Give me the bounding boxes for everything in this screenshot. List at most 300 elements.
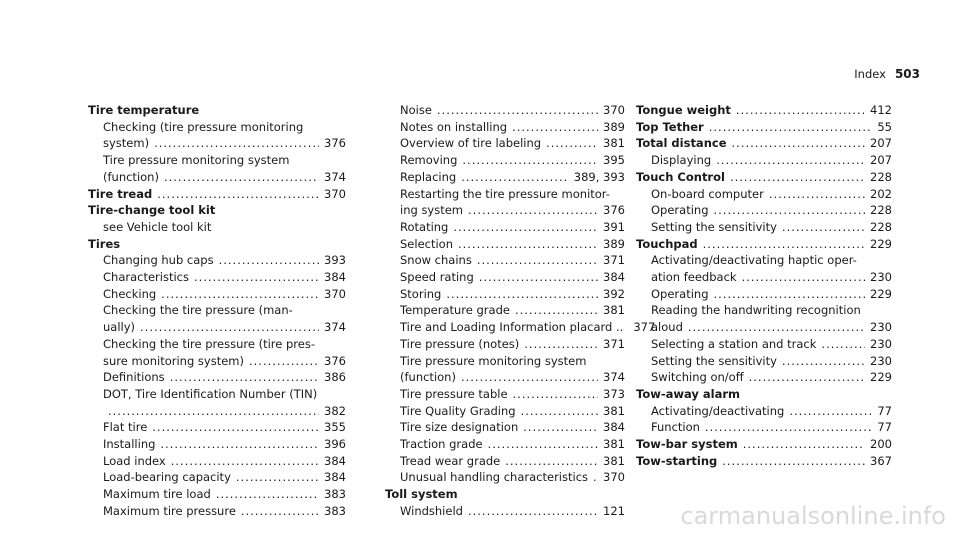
index-subentry xyxy=(385,419,625,436)
index-line xyxy=(651,419,892,436)
index-subentry xyxy=(385,336,625,353)
page-ref[interactable]: 202 xyxy=(870,186,892,201)
index-term xyxy=(636,102,892,119)
leader-dots xyxy=(152,419,319,436)
page-ref[interactable]: 370 xyxy=(324,286,346,301)
index-subentry xyxy=(88,436,346,453)
index-subentry xyxy=(636,219,892,236)
entry-text: Total distance xyxy=(636,136,727,151)
watermark: carmanualsonline.info xyxy=(680,502,946,531)
entry-text: Checking xyxy=(103,286,157,301)
index-line xyxy=(651,319,892,336)
index-line xyxy=(103,336,346,353)
page-ref[interactable]: 392 xyxy=(603,286,625,301)
page-ref[interactable]: 373 xyxy=(603,386,625,401)
entry-text: Reading the handwriting recognition xyxy=(651,303,861,318)
page-ref[interactable]: 370 xyxy=(324,186,346,201)
entry-text: Activating/deactivating xyxy=(651,403,785,418)
page-ref[interactable]: 395 xyxy=(603,153,625,168)
page-ref[interactable]: 384 xyxy=(324,470,346,485)
index-term xyxy=(636,453,892,470)
index-line xyxy=(400,169,625,186)
index-subentry xyxy=(636,336,892,353)
index-line xyxy=(103,403,346,420)
leader-dots xyxy=(593,469,598,486)
page-ref[interactable]: 381 xyxy=(603,453,625,468)
entry-text: Tire-change tool kit xyxy=(88,203,216,218)
entry-text: ing system xyxy=(400,203,464,218)
leader-dots xyxy=(705,419,872,436)
page-ref[interactable]: 412 xyxy=(870,103,892,117)
index-line xyxy=(400,503,625,520)
leader-dots xyxy=(521,403,598,420)
entry-text: Tongue weight xyxy=(636,103,731,117)
index-subentry xyxy=(385,186,625,219)
index-line xyxy=(103,453,346,470)
index-line xyxy=(103,386,346,403)
page-ref[interactable]: 374 xyxy=(324,169,346,184)
entry-text: Rotating xyxy=(400,219,449,234)
entry-text: Removing xyxy=(400,153,458,168)
index-line xyxy=(400,336,625,353)
index-subentry xyxy=(385,135,625,152)
page-ref[interactable]: 384 xyxy=(324,270,346,285)
leader-dots xyxy=(468,202,598,219)
leader-dots xyxy=(241,503,319,520)
leader-dots xyxy=(479,269,598,286)
index-entry xyxy=(636,436,892,453)
leader-dots xyxy=(716,152,865,169)
leader-dots xyxy=(160,436,319,453)
page-ref[interactable]: 383 xyxy=(324,487,346,502)
index-line xyxy=(400,286,625,303)
leader-dots xyxy=(477,252,598,269)
index-subentry xyxy=(385,169,625,186)
page-ref[interactable]: 229 xyxy=(870,370,892,385)
page-ref[interactable]: 389 xyxy=(603,119,625,134)
leader-dots xyxy=(782,353,865,370)
leader-dots xyxy=(769,186,865,203)
leader-dots xyxy=(468,503,598,520)
entry-text: Tire Quality Grading xyxy=(400,403,516,418)
entry-text: DOT, Tire Identification Number (TIN) xyxy=(103,386,318,401)
index-subentry xyxy=(385,353,625,386)
entry-text: Tires xyxy=(88,236,121,251)
index-line xyxy=(651,286,892,303)
entry-text: Tow-starting xyxy=(636,453,718,468)
index-subentry xyxy=(385,119,625,136)
index-entry xyxy=(385,486,625,519)
page-ref[interactable]: 381 xyxy=(603,136,625,151)
leader-dots xyxy=(742,269,865,286)
entry-text: Flat tire xyxy=(103,420,148,435)
entry-text: Top Tether xyxy=(636,119,704,134)
leader-dots xyxy=(171,453,319,470)
index-subentry xyxy=(385,102,625,119)
index-subentry xyxy=(88,453,346,470)
index-entry xyxy=(385,102,656,486)
index-term xyxy=(636,169,892,186)
entry-text: Maximum tire load xyxy=(103,487,211,502)
page-ref[interactable]: 381 xyxy=(603,403,625,418)
leader-dots xyxy=(446,286,598,303)
page-ref[interactable]: 381 xyxy=(603,303,625,318)
entry-text: Tire size designation xyxy=(400,420,519,435)
index-entry xyxy=(88,236,346,520)
entry-text: see Vehicle tool kit xyxy=(103,219,212,234)
index-subentry xyxy=(636,353,892,370)
page-ref[interactable]: 371 xyxy=(603,253,625,268)
index-term xyxy=(88,186,346,203)
index-subentry xyxy=(385,436,625,453)
page-ref[interactable]: 371 xyxy=(603,336,625,351)
index-subentry xyxy=(636,286,892,303)
entry-text: Replacing xyxy=(400,169,457,184)
page-ref[interactable]: 389, 393 xyxy=(573,169,625,184)
index-subentry xyxy=(385,219,625,236)
page-ref[interactable]: 384 xyxy=(603,270,625,285)
entry-text: Unusual handling characteristics xyxy=(400,470,589,485)
page-ref[interactable]: 389 xyxy=(603,236,625,251)
leader-dots xyxy=(714,202,866,219)
page-ref[interactable]: 367 xyxy=(870,453,892,468)
entry-text: Tire temperature xyxy=(88,103,200,117)
leader-dots xyxy=(437,102,598,119)
index-subentry xyxy=(88,269,346,286)
index-term xyxy=(88,202,346,219)
entry-text: Overview of tire labeling xyxy=(400,136,542,151)
page-ref[interactable]: 374 xyxy=(603,370,625,385)
entry-text: Operating xyxy=(651,286,709,301)
index-line xyxy=(103,436,346,453)
page-ref[interactable]: 376 xyxy=(324,136,346,151)
index-line xyxy=(400,102,625,119)
entry-text: On-board computer xyxy=(651,186,764,201)
leader-dots xyxy=(512,119,598,136)
index-line xyxy=(400,252,625,269)
index-subentry xyxy=(636,419,892,436)
index-subentry xyxy=(385,386,625,403)
entry-text: Definitions xyxy=(103,370,165,385)
leader-dots xyxy=(219,252,319,269)
page-ref[interactable]: 121 xyxy=(603,503,625,518)
index-term xyxy=(636,119,892,136)
entry-text: Setting the sensitivity xyxy=(651,219,777,234)
leader-dots xyxy=(546,135,598,152)
leader-dots xyxy=(709,119,873,136)
leader-dots xyxy=(722,453,865,470)
index-subentry xyxy=(88,503,346,520)
leader-dots xyxy=(515,302,598,319)
index-term xyxy=(88,102,346,119)
index-subentry xyxy=(385,469,625,486)
index-line xyxy=(103,353,346,370)
index-subentry xyxy=(88,419,346,436)
page-ref[interactable]: 384 xyxy=(603,420,625,435)
entry-text: Restarting the tire pressure monitor- xyxy=(400,186,610,201)
page-ref[interactable]: 355 xyxy=(324,420,346,435)
entry-text: Tire pressure monitoring system xyxy=(103,153,290,168)
index-subentry xyxy=(385,252,625,269)
leader-dots xyxy=(236,469,319,486)
index-subentry xyxy=(385,269,625,286)
index-line xyxy=(400,119,625,136)
entry-text: Snow chains xyxy=(400,253,472,268)
index-line xyxy=(651,252,892,269)
index-line xyxy=(400,319,656,336)
page-ref[interactable]: 230 xyxy=(870,320,892,335)
page-ref[interactable]: 228 xyxy=(870,219,892,234)
entry-text: Tire pressure (notes) xyxy=(400,336,520,351)
index-line xyxy=(103,486,346,503)
index-line xyxy=(103,169,346,186)
entry-text: sure monitoring system) xyxy=(103,353,244,368)
entry-text: aloud xyxy=(651,320,683,335)
index-line xyxy=(651,152,892,169)
index-subentry xyxy=(385,453,625,470)
index-subentry xyxy=(88,336,346,369)
page-ref[interactable]: 77 xyxy=(877,420,892,435)
index-line xyxy=(651,269,892,286)
page-ref[interactable]: 376 xyxy=(603,203,625,218)
entry-text: Traction grade xyxy=(400,437,483,452)
index-term xyxy=(88,236,346,253)
index-term xyxy=(636,236,892,253)
index-subentry xyxy=(385,403,625,420)
index-line xyxy=(103,503,346,520)
index-line xyxy=(103,219,346,236)
leader-dots xyxy=(461,369,598,386)
index-line xyxy=(103,469,346,486)
index-entry xyxy=(88,186,346,203)
index-line xyxy=(651,403,892,420)
index-subentry xyxy=(636,302,892,335)
entry-text: Tow-away alarm xyxy=(636,386,741,401)
leader-dots xyxy=(170,369,319,386)
entry-text: Checking the tire pressure (tire pres- xyxy=(103,336,315,351)
leader-dots xyxy=(108,403,319,420)
index-subentry xyxy=(88,286,346,303)
index-line xyxy=(103,152,346,169)
leader-dots xyxy=(524,336,598,353)
page-ref[interactable]: 374 xyxy=(324,320,346,335)
leader-dots xyxy=(749,369,865,386)
page-ref[interactable]: 381 xyxy=(603,437,625,452)
page-ref[interactable]: 383 xyxy=(324,503,346,518)
entry-text: Storing xyxy=(400,286,442,301)
entry-text: ation feedback xyxy=(651,270,737,285)
index-line xyxy=(651,369,892,386)
index-line xyxy=(400,219,625,236)
index-line xyxy=(400,436,625,453)
index-subentry xyxy=(88,152,346,185)
entry-text: Load-bearing capacity xyxy=(103,470,231,485)
entry-text: Touch Control xyxy=(636,169,725,184)
page-ref[interactable]: 230 xyxy=(870,336,892,351)
entry-text: Maximum tire pressure xyxy=(103,503,236,518)
index-term xyxy=(636,386,892,403)
page-ref[interactable]: 228 xyxy=(870,169,892,184)
leader-dots xyxy=(743,436,865,453)
page-ref[interactable]: 391 xyxy=(603,219,625,234)
leader-dots xyxy=(462,152,598,169)
index-subentry xyxy=(88,252,346,269)
page-ref[interactable]: 229 xyxy=(870,236,892,251)
leader-dots xyxy=(730,169,865,186)
entry-text: Speed rating xyxy=(400,270,474,285)
index-subentry xyxy=(385,503,625,520)
leader-dots xyxy=(789,403,872,420)
leader-dots xyxy=(461,169,569,186)
page-ref[interactable]: 200 xyxy=(870,437,892,452)
leader-dots xyxy=(523,419,598,436)
index-subentry xyxy=(385,302,625,319)
page-ref[interactable]: 382 xyxy=(324,403,346,418)
page-ref[interactable]: 77 xyxy=(877,403,892,418)
leader-dots xyxy=(714,286,866,303)
index-subentry xyxy=(385,319,656,336)
entry-text: Activating/deactivating haptic oper- xyxy=(651,253,857,268)
index-line xyxy=(651,219,892,236)
page-ref[interactable]: 228 xyxy=(870,203,892,218)
leader-dots xyxy=(453,219,598,236)
index-entry xyxy=(636,169,892,236)
index-term xyxy=(636,135,892,152)
index-subentry xyxy=(88,302,346,335)
index-line xyxy=(651,186,892,203)
entry-text: Installing xyxy=(103,437,156,452)
index-entry xyxy=(88,202,346,235)
leader-dots xyxy=(703,236,865,253)
leader-dots xyxy=(161,286,319,303)
index-line xyxy=(400,152,625,169)
leader-dots xyxy=(164,169,319,186)
index-line xyxy=(103,269,346,286)
index-entry xyxy=(88,102,346,186)
leader-dots xyxy=(157,186,319,203)
page-ref[interactable]: 55 xyxy=(877,119,892,134)
index-line xyxy=(103,419,346,436)
entry-text: Toll system xyxy=(385,487,458,502)
index-line xyxy=(400,469,625,486)
index-line xyxy=(400,353,625,370)
index-entry xyxy=(636,236,892,386)
index-line xyxy=(400,186,625,203)
entry-text: Tire pressure monitoring system xyxy=(400,353,587,368)
index-line xyxy=(103,319,346,336)
index-line xyxy=(400,453,625,470)
page-ref[interactable]: 207 xyxy=(870,136,892,151)
index-line xyxy=(103,119,346,136)
leader-dots xyxy=(216,486,319,503)
entry-text: Tire and Loading Information placard .. xyxy=(400,320,624,335)
index-line xyxy=(400,369,625,386)
index-subentry xyxy=(385,152,625,169)
page-ref[interactable]: 384 xyxy=(324,453,346,468)
page-ref[interactable]: 370 xyxy=(603,470,625,485)
index-entry xyxy=(636,135,892,168)
entry-text: Setting the sensitivity xyxy=(651,353,777,368)
entry-text: (function) xyxy=(103,169,159,184)
index-line xyxy=(400,202,625,219)
page-header xyxy=(854,66,920,83)
index-line xyxy=(103,252,346,269)
leader-dots xyxy=(821,336,865,353)
index-entry xyxy=(636,386,892,436)
entry-text: Load index xyxy=(103,453,166,468)
index-term xyxy=(385,486,625,503)
index-subentry xyxy=(385,286,625,303)
index-entry xyxy=(636,102,892,119)
leader-dots xyxy=(154,135,319,152)
index-entry xyxy=(636,453,892,470)
index-subentry xyxy=(88,219,346,236)
entry-text: Selecting a station and track xyxy=(651,336,817,351)
index-entry xyxy=(636,119,892,136)
entry-text: Function xyxy=(651,420,700,435)
index-line xyxy=(651,202,892,219)
index-line xyxy=(400,269,625,286)
page-ref[interactable]: 386 xyxy=(324,370,346,385)
index-line xyxy=(103,286,346,303)
page-ref[interactable]: 393 xyxy=(324,253,346,268)
leader-dots xyxy=(736,102,865,119)
index-term xyxy=(636,436,892,453)
page-ref[interactable]: 230 xyxy=(870,270,892,285)
index-column-2 xyxy=(385,102,656,520)
entry-text: Temperature grade xyxy=(400,303,510,318)
leader-dots xyxy=(505,453,598,470)
index-subentry xyxy=(88,369,346,386)
index-subentry xyxy=(636,403,892,420)
index-label: Index xyxy=(854,67,886,81)
page-ref[interactable]: 230 xyxy=(870,353,892,368)
entry-text: Switching on/off xyxy=(651,370,744,385)
page-ref[interactable]: 229 xyxy=(870,286,892,301)
index-line xyxy=(651,302,892,319)
index-subentry xyxy=(88,469,346,486)
entry-text: Characteristics xyxy=(103,270,189,285)
page-ref[interactable]: 370 xyxy=(603,103,625,117)
leader-dots xyxy=(513,386,599,403)
index-line xyxy=(400,236,625,253)
entry-text: system) xyxy=(103,136,150,151)
index-subentry xyxy=(385,236,625,253)
entry-text: Displaying xyxy=(651,153,712,168)
page-ref[interactable]: 396 xyxy=(324,437,346,452)
entry-text: Changing hub caps xyxy=(103,253,214,268)
entry-text: Tire pressure table xyxy=(400,386,508,401)
leader-dots xyxy=(732,135,866,152)
index-line xyxy=(103,135,346,152)
leader-dots xyxy=(782,219,865,236)
leader-dots xyxy=(488,436,598,453)
index-subentry xyxy=(636,186,892,203)
leader-dots xyxy=(194,269,319,286)
index-subentry xyxy=(88,486,346,503)
page-ref[interactable]: 376 xyxy=(324,353,346,368)
index-subentry xyxy=(636,252,892,285)
page-ref[interactable]: 377 xyxy=(633,320,656,335)
index-subentry xyxy=(88,386,346,419)
index-subentry xyxy=(636,202,892,219)
entry-text: (function) xyxy=(400,370,456,385)
leader-dots xyxy=(249,353,319,370)
page-ref[interactable]: 207 xyxy=(870,153,892,168)
entry-text: Touchpad xyxy=(636,236,698,251)
index-line xyxy=(400,419,625,436)
page-number: 503 xyxy=(894,67,920,81)
